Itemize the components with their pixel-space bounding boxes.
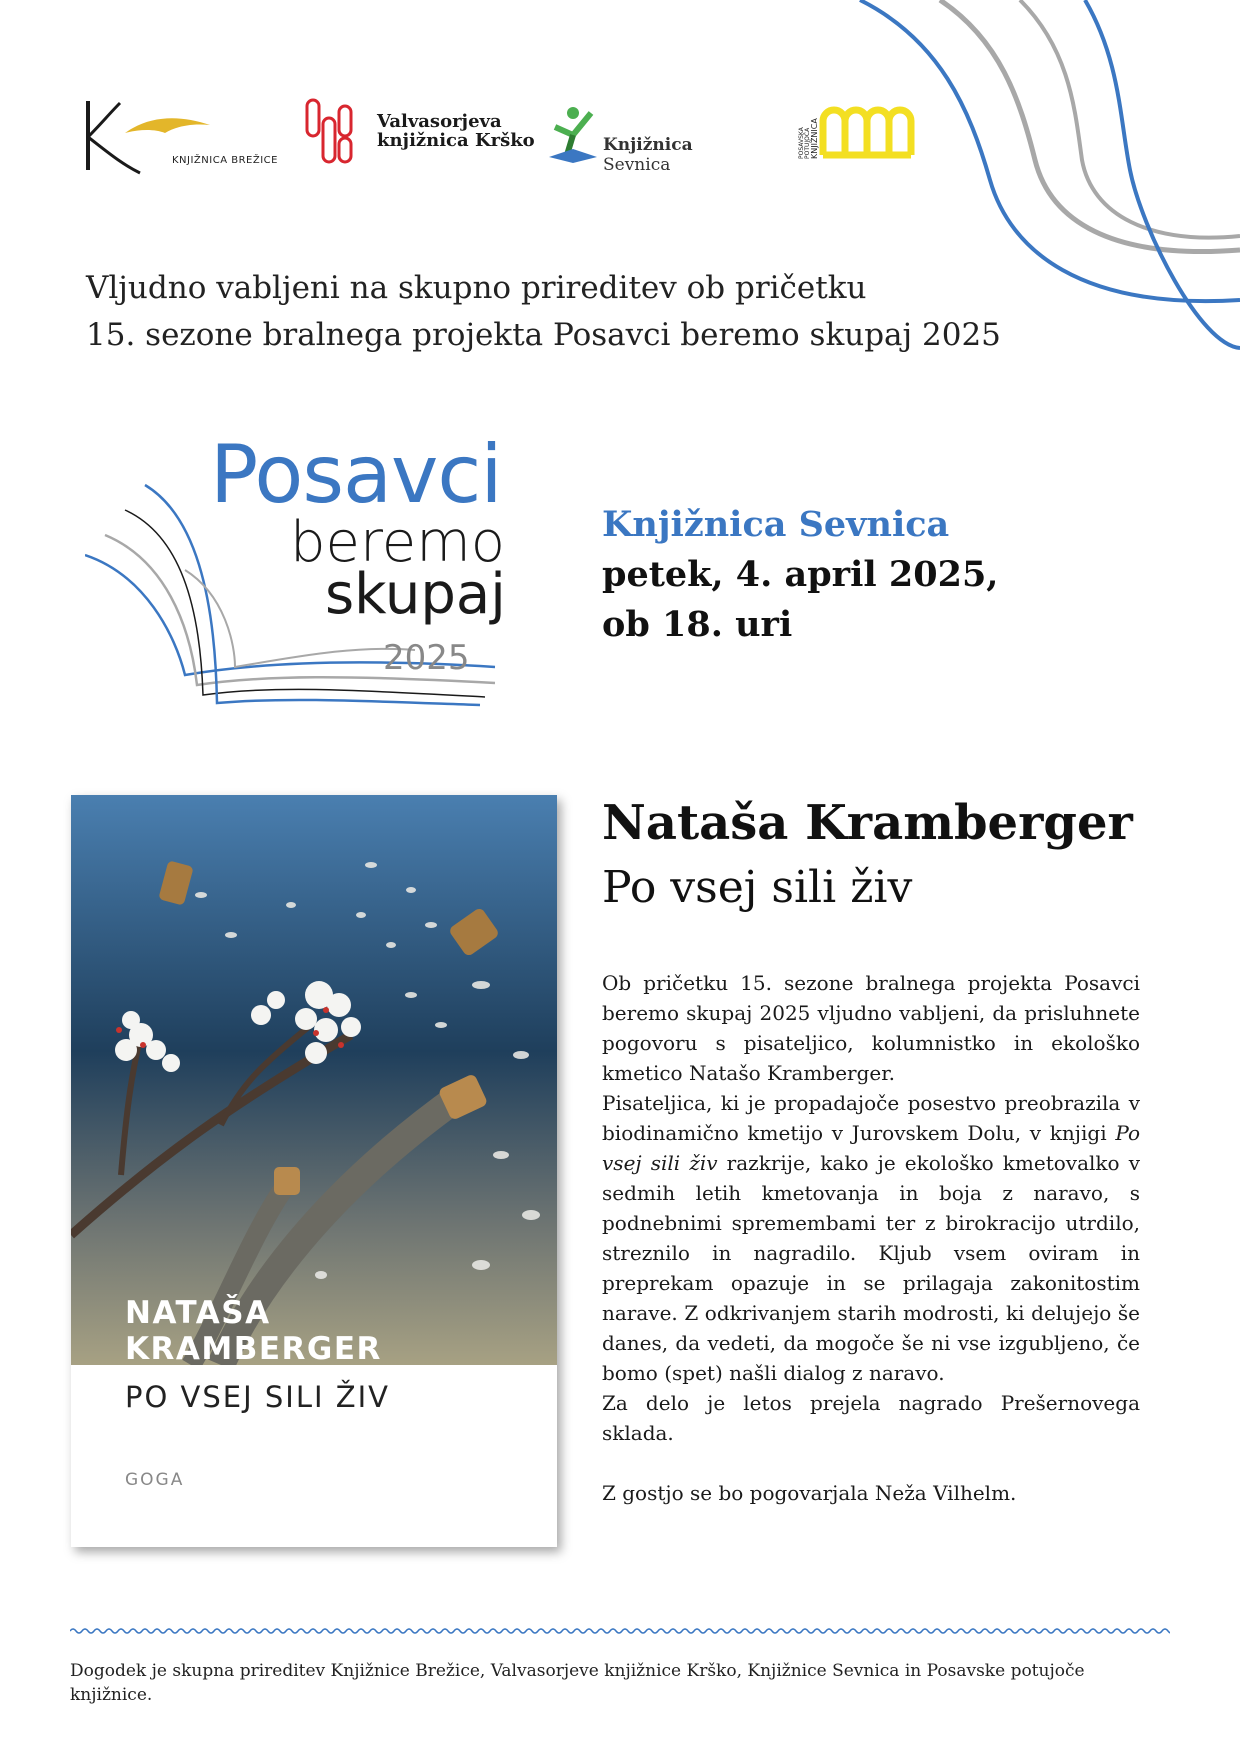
description-paragraph-4: Z gostjo se bo pogovarjala Neža Vilhelm. (602, 1481, 1017, 1505)
cover-publisher: GOGA (125, 1470, 185, 1490)
book-title: Po vsej sili živ (602, 862, 913, 913)
event-date: petek, 4. april 2025, (602, 554, 999, 595)
cover-author-name (125, 1295, 545, 1367)
cover-author-line2: KRAMBERGER (125, 1331, 382, 1367)
book-cover (71, 795, 557, 1547)
sevnica-logo-regular: Sevnica (603, 155, 671, 175)
intro-line-2: 15. sezone bralnega projekta Posavci beremo skupaj 2025 (86, 317, 1001, 353)
logo-valvasorjeva-knjiznica-krsko (305, 98, 535, 168)
description-p2-book-title: Po vsej sili živ (602, 1121, 1140, 1175)
paragraph-spacer (602, 1448, 1140, 1478)
project-logo-word-skupaj: skupaj (325, 562, 506, 627)
description-p2-before: Pisateljica, ki je propadajoče posestvo preobrazila v biodinamično kmetijo v Jurovskem Dolu, v knjigi (602, 1091, 1140, 1145)
cover-author-line1: NATAŠA (125, 1295, 271, 1331)
logo-posavska-potujoca-knjiznica (795, 95, 925, 165)
book-author: Nataša Kramberger (602, 795, 1133, 851)
description-paragraph-1: Ob pričetku 15. sezone bralnega projekta Posavci beremo skupaj 2025 vljudno vabljeni, da prisluhnete pogovoru s pisateljico, kolumnistko in ekološko kmetico Natašo Kramberger. (602, 971, 1140, 1085)
sevnica-logo-bold: Knjižnica (603, 135, 693, 155)
invitation-intro (86, 265, 1086, 359)
project-logo-year: 2025 (383, 638, 470, 678)
venue-name: Knjižnica Sevnica (602, 504, 950, 545)
project-logo-word-posavci: Posavci (210, 428, 502, 521)
event-time: ob 18. uri (602, 604, 793, 645)
description-paragraph-2 (602, 1088, 1140, 1388)
cover-book-title: PO VSEJ SILI ŽIV (125, 1380, 391, 1414)
krsko-logo-line1: Valvasorjeva (377, 111, 502, 132)
project-logo-word-beremo: beremo (290, 510, 506, 575)
logo-knjiznica-sevnica (545, 105, 765, 175)
potujoca-arches-icon (795, 95, 925, 165)
sevnica-book-person-icon (545, 105, 605, 165)
event-venue-info (602, 500, 1202, 650)
logo-knjiznica-brezice (80, 95, 280, 175)
potujoca-vertical-2: POTUJOČA (804, 127, 811, 159)
footer-wave-divider (70, 1625, 1170, 1637)
krsko-emblem-icon (305, 98, 365, 168)
event-description (602, 968, 1140, 1508)
footer-organizers-note: Dogodek je skupna prireditev Knjižnice Brežice, Valvasorjeve knjižnice Krško, Knjižnice Sevnica in Posavske potujoče knjižnice. (70, 1661, 1085, 1705)
brezice-logo-text: KNJIŽNICA BREŽICE (172, 155, 278, 166)
book-cover-illustration (71, 795, 557, 1365)
intro-line-1: Vljudno vabljeni na skupno prireditev ob pričetku (86, 270, 867, 306)
potujoca-vertical-3: KNJIŽNICA (810, 118, 819, 159)
potujoca-vertical-1: POSAVSKA (798, 127, 805, 159)
krsko-logo-line2: knjižnica Krško (377, 130, 535, 151)
description-p2-after: razkrije, kako je ekološko kmetovalko v sedmih letih kmetovanja in boja z naravo, s podnebnimi spremembami ter z birokracijo utrdilo, streznilo in nagradilo. Kljub vsem oviram in preprekam opazuje in se prilagaja zakonitostim narave. Z odkrivanjem starih modrosti, ki delujejo še danes, da vedeti, da mogoče še ni vse izgubljeno, če bomo (spet) našli dialog z naravo. (602, 1151, 1140, 1385)
description-paragraph-3: Za delo je letos prejela nagrado Prešernovega sklada. (602, 1391, 1140, 1445)
project-logo-posavci-beremo-skupaj (85, 428, 525, 715)
